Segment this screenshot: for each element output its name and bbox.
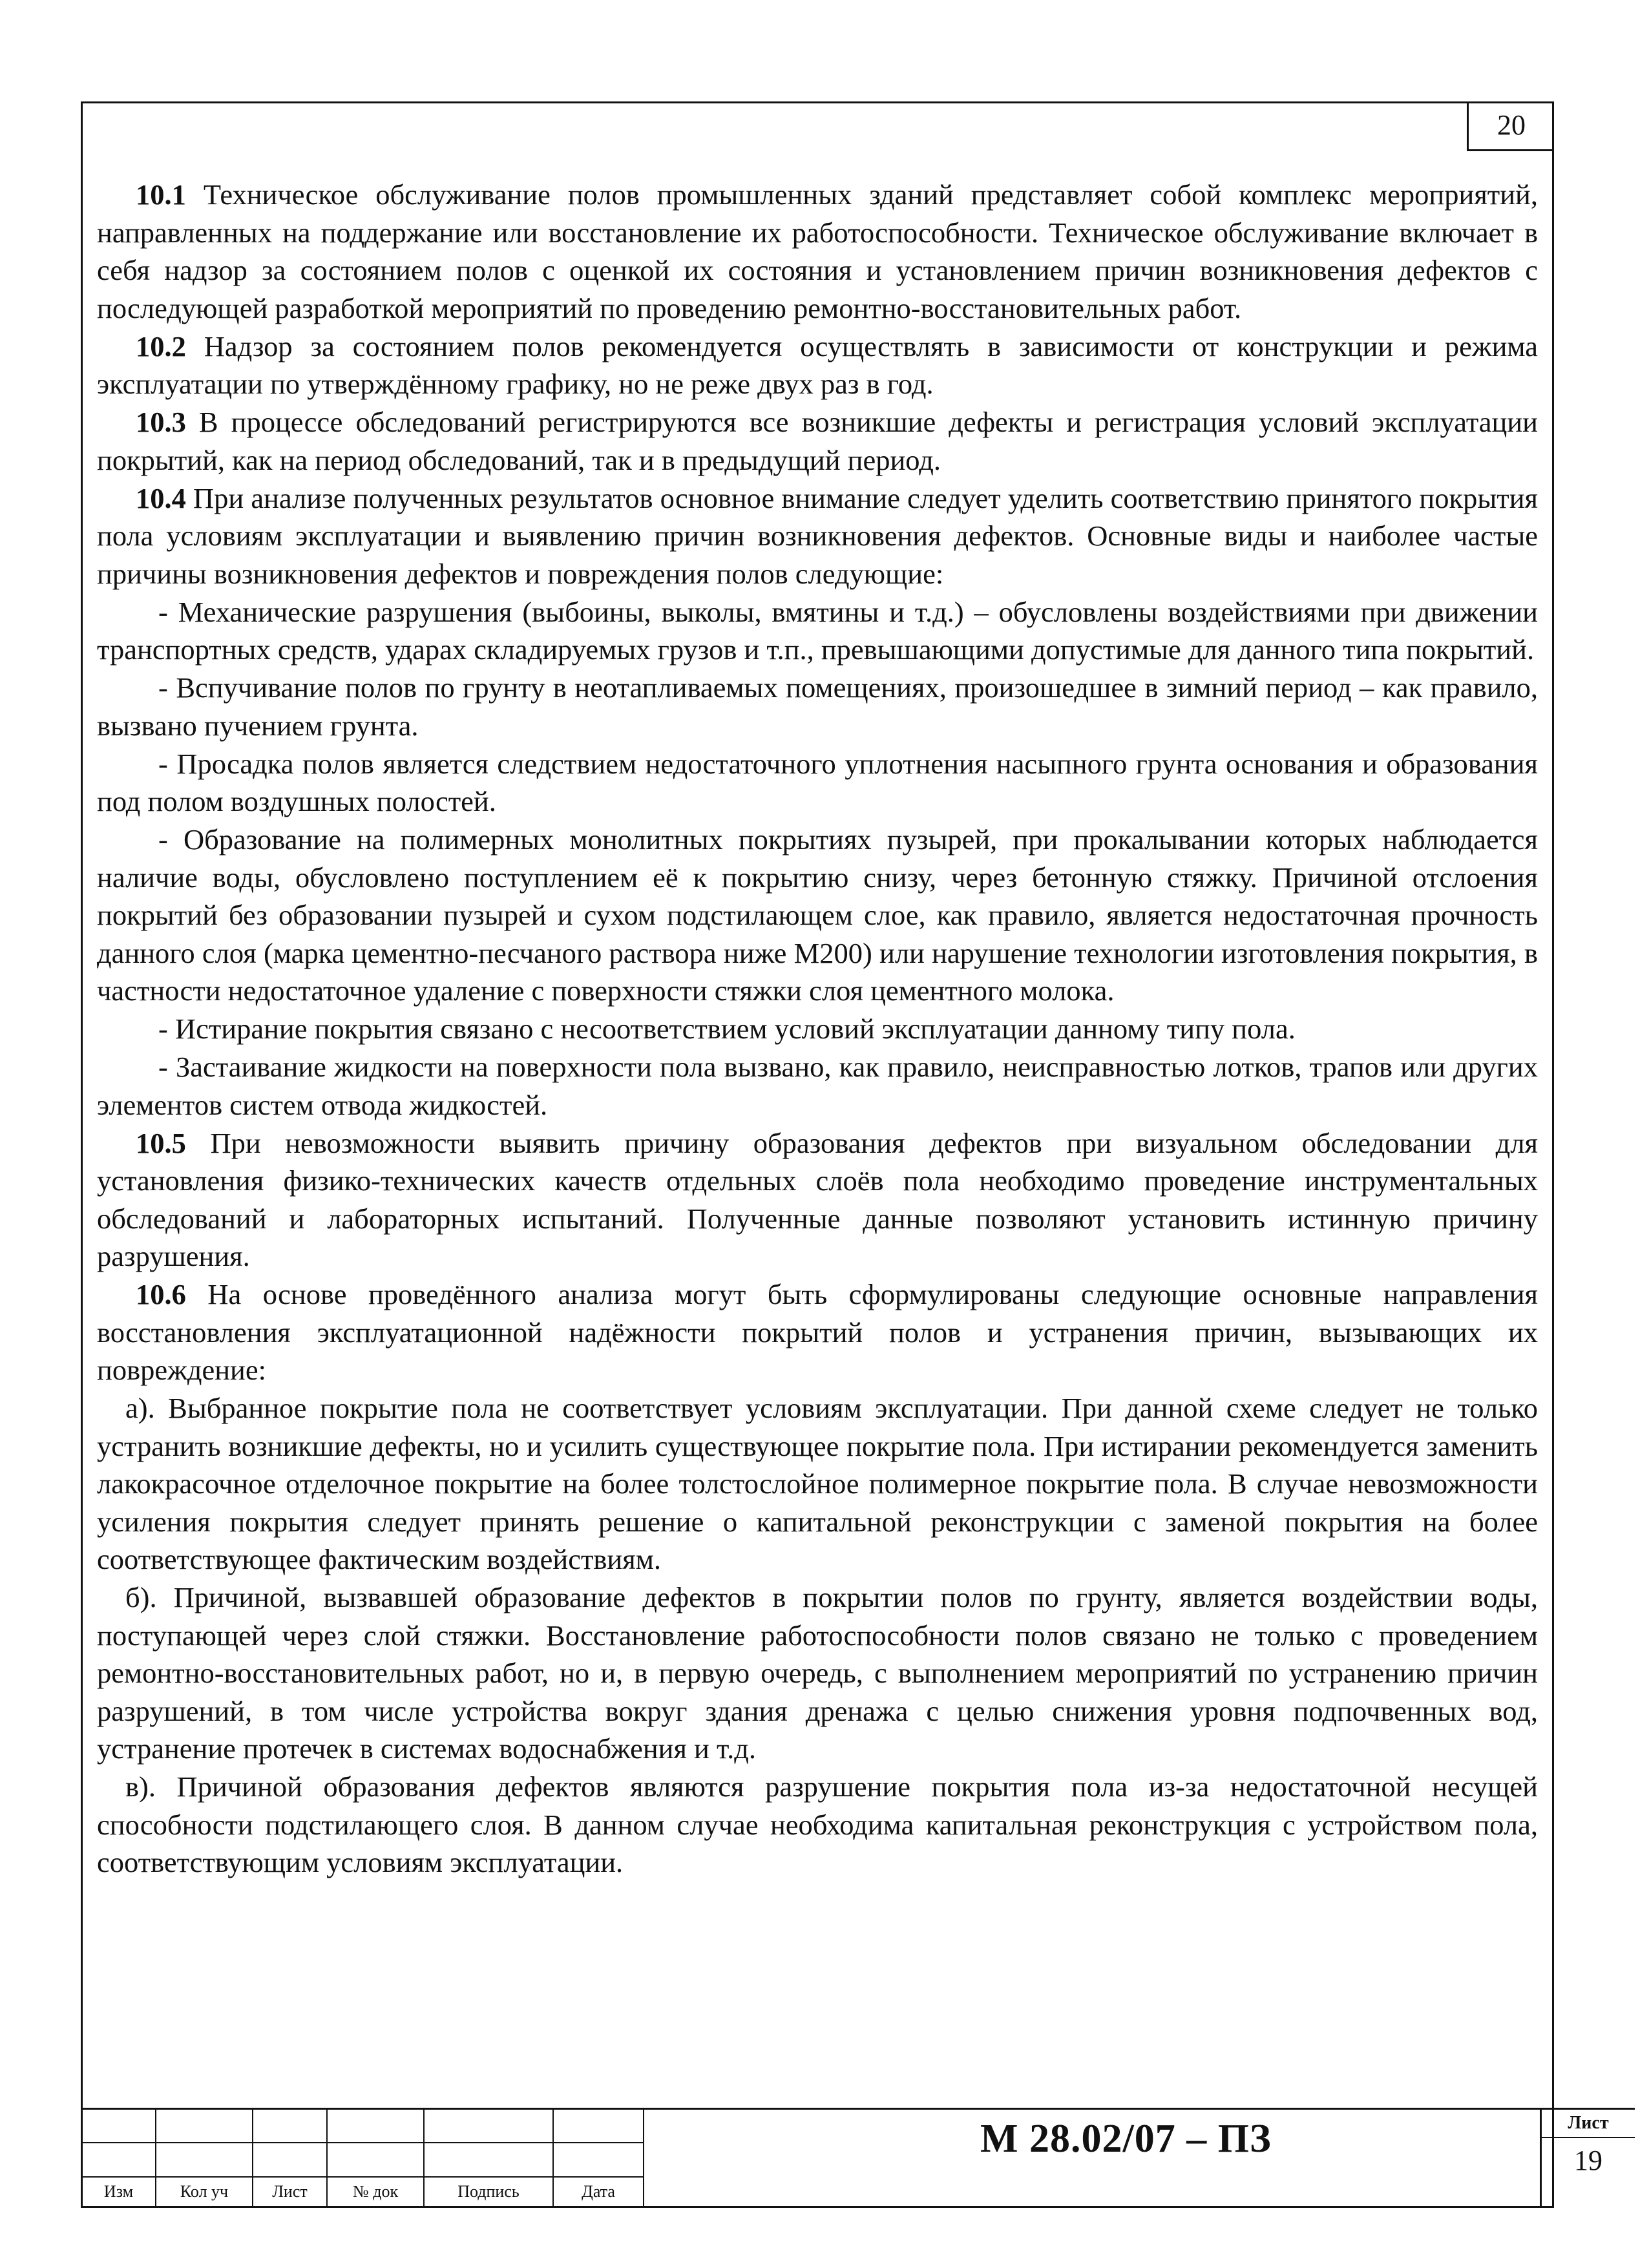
paragraph-text: Надзор за состоянием полов рекомендуется осуществлять в зависимости от конструкции и режима эксплуатации по утверждённому графику, но не реже двух раз в год. bbox=[97, 330, 1538, 400]
defect-item-mechanical: - Механические разрушения (выбоины, выколы, вмятины и т.д.) – обусловлены воздействиями при движении транспортных средств, ударах складируемых грузов и т.п., превышающими допустимые для данного типа покрытий. bbox=[97, 595, 1538, 666]
col-list: Лист bbox=[253, 2177, 327, 2207]
col-izm: Изм bbox=[81, 2177, 156, 2207]
section-number: 10.6 bbox=[136, 1278, 186, 1310]
document-code-cell bbox=[644, 2108, 1540, 2208]
table-row bbox=[81, 2143, 644, 2176]
document-body bbox=[97, 176, 1538, 1882]
section-number: 10.1 bbox=[136, 178, 186, 211]
sheet-label: Лист bbox=[1542, 2110, 1635, 2138]
paragraph-text: При невозможности выявить причину образования дефектов при визуальном обследовании для установления физико-технических качеств отдельных слоёв пола необходимо проведение инструментальных обследований и лабораторных испытаний. Полученные данные позволяют установить истинную причину разрушения. bbox=[97, 1126, 1538, 1272]
col-doc-number: № док bbox=[327, 2177, 424, 2207]
paragraph-10-3 bbox=[97, 403, 1538, 479]
col-kol-uch: Кол уч bbox=[156, 2177, 253, 2207]
direction-item-c: в). Причиной образования дефектов являются разрушение покрытия пола из-за недостаточной несущей способности подстилающего слоя. В данном случае необходима капитальная реконструкция с устройством пола, соответствующим условиям эксплуатации. bbox=[97, 1770, 1538, 1878]
defect-item-bubbles: - Образование на полимерных монолитных покрытиях пузырей, при прокалывании которых наблюдается наличие воды, обусловлено поступлением её к покрытию снизу, через бетонную стяжку. Причиной отслоения покрытий без образовании пузырей и сухом подстилающем слое, как правило, является недостаточная прочность данного слоя (марка цементно-песчаного раствора ниже М200) или нарушение технологии изготовления покрытия, в частности недостаточное удаление с поверхности стяжки слоя цементного молока. bbox=[97, 823, 1538, 1007]
defect-item-liquid: - Застаивание жидкости на поверхности пола вызвано, как правило, неисправностью лотков, трапов или других элементов систем отвода жидкостей. bbox=[97, 1051, 1538, 1121]
col-date: Дата bbox=[553, 2177, 644, 2207]
paragraph-10-2 bbox=[97, 328, 1538, 403]
defect-item-heaving: - Вспучивание полов по грунту в неотапливаемых помещениях, произошедшее в зимний период – как правило, вызвано пучением грунта. bbox=[97, 671, 1538, 742]
page-number: 20 bbox=[1467, 101, 1554, 151]
section-number: 10.2 bbox=[136, 330, 186, 362]
table-header-row bbox=[81, 2177, 644, 2207]
section-number: 10.4 bbox=[136, 481, 186, 514]
defect-item-subsidence: - Просадка полов является следствием недостаточного уплотнения насыпного грунта основания и образования под полом воздушных полостей. bbox=[97, 747, 1538, 817]
paragraph-10-6 bbox=[97, 1276, 1538, 1389]
paragraph-text: Техническое обслуживание полов промышленных зданий представляет собой комплекс мероприятий, направленных на поддержание или восстановление их работоспособности. Техническое обслуживание включает в себя надзор за состоянием полов с оценкой их состояния и установлением причин возникновения дефектов с последующей разработкой мероприятий по проведению ремонтно-восстановительных работ. bbox=[97, 178, 1538, 324]
table-row bbox=[81, 2109, 644, 2143]
defect-item-abrasion: - Истирание покрытия связано с несоответствием условий эксплуатации данному типу пола. bbox=[158, 1013, 1296, 1045]
col-signature: Подпись bbox=[424, 2177, 553, 2207]
revision-table bbox=[81, 2108, 644, 2208]
paragraph-10-1 bbox=[97, 176, 1538, 327]
direction-item-a: а). Выбранное покрытие пола не соответствует условиям эксплуатации. При данной схеме следует не только устранить возникшие дефекты, но и усилить существующее покрытие пола. При истирании рекомендуется заменить лакокрасочное отделочное покрытие на более толстослойное полимерное покрытие пола. В случае невозможности усиления покрытия следует принять решение о капитальной реконструкции с заменой покрытия на более соответствующее фактическим воздействиям. bbox=[97, 1392, 1538, 1575]
paragraph-10-5 bbox=[97, 1124, 1538, 1276]
sheet-number: 19 bbox=[1574, 2145, 1602, 2176]
paragraph-text: В процессе обследований регистрируются все возникшие дефекты и регистрация условий эксплуатации покрытий, как на период обследований, так и в предыдущий период. bbox=[97, 406, 1538, 476]
paragraph-10-4 bbox=[97, 479, 1538, 593]
title-block bbox=[81, 2108, 1609, 2208]
direction-item-b: б). Причиной, вызвавшей образование дефектов в покрытии полов по грунту, является воздействии воды, поступающей через слой стяжки. Восстановление работоспособности полов связано не только с проведением ремонтно-восстановительных работ, но и, в первую очередь, с выполнением мероприятий по устранению причин разрушений, в том числе устройства вокруг здания дренажа с целью снижения уровня подпочвенных вод, устранение протечек в системах водоснабжения и т.д. bbox=[97, 1581, 1538, 1765]
sheet-cell bbox=[1540, 2108, 1635, 2208]
section-number: 10.5 bbox=[136, 1126, 186, 1159]
document-code: М 28.02/07 – ПЗ bbox=[980, 2117, 1272, 2161]
section-number: 10.3 bbox=[136, 406, 186, 438]
paragraph-text: При анализе полученных результатов основное внимание следует уделить соответствию принятого покрытия пола условиям эксплуатации и выявлению причин возникновения дефектов. Основные виды и наиболее частые причины возникновения дефектов и повреждения полов следующие: bbox=[97, 481, 1538, 590]
paragraph-text: На основе проведённого анализа могут быть сформулированы следующие основные направления восстановления эксплуатационной надёжности покрытий полов и устранения причин, вызывающих их повреждение: bbox=[97, 1278, 1538, 1386]
